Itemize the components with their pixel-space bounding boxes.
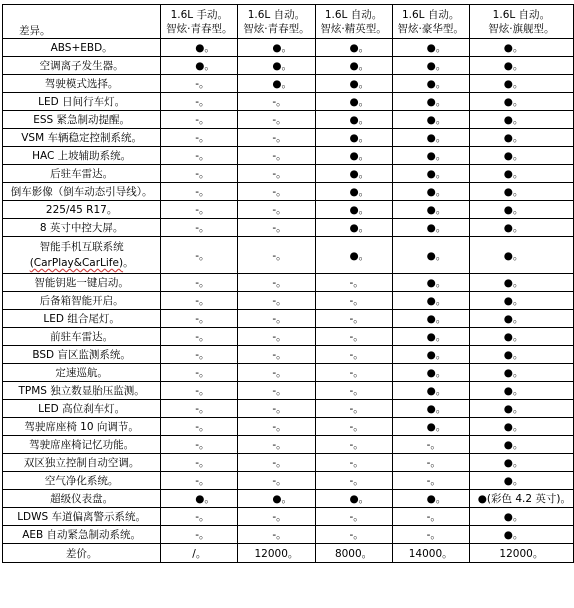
price-cell: 12000。	[238, 544, 315, 563]
feature-value: -。	[238, 328, 315, 346]
feature-value: -。	[161, 454, 238, 472]
feature-value: -。	[238, 219, 315, 237]
feature-value: ●。	[392, 292, 469, 310]
feature-value: -。	[238, 508, 315, 526]
feature-name: 驾驶模式选择。	[3, 75, 161, 93]
feature-value: -。	[161, 75, 238, 93]
feature-value: ●。	[392, 219, 469, 237]
feature-value: -。	[161, 436, 238, 454]
feature-value: -。	[392, 436, 469, 454]
price-cell: 14000。	[392, 544, 469, 563]
feature-name: LED 高位刹车灯。	[3, 400, 161, 418]
feature-value: ●。	[315, 39, 392, 57]
feature-value: ●。	[315, 57, 392, 75]
feature-value: -。	[161, 201, 238, 219]
model-header: 1.6L 自动。 智炫·青春型。	[238, 5, 315, 39]
feature-value: ●。	[469, 93, 573, 111]
feature-value: -。	[161, 111, 238, 129]
feature-value: ●。	[469, 219, 573, 237]
feature-value: ●。	[392, 183, 469, 201]
feature-value: ●。	[392, 111, 469, 129]
feature-value: ●。	[392, 129, 469, 147]
feature-value: ●。	[161, 39, 238, 57]
feature-value: -。	[238, 472, 315, 490]
feature-value: -。	[161, 219, 238, 237]
feature-value: ●。	[392, 274, 469, 292]
feature-rows	[3, 39, 574, 544]
feature-value: ●。	[315, 490, 392, 508]
feature-name: 空气净化系统。	[3, 472, 161, 490]
feature-value: ●。	[315, 183, 392, 201]
feature-name: LED 日间行车灯。	[3, 93, 161, 111]
feature-name: 后驻车雷达。	[3, 165, 161, 183]
feature-row	[3, 237, 574, 274]
feature-name: TPMS 独立数显胎压监测。	[3, 382, 161, 400]
feature-name: ESS 紧急制动提醒。	[3, 111, 161, 129]
feature-value: ●。	[469, 129, 573, 147]
feature-name: 后备箱智能开启。	[3, 292, 161, 310]
feature-value: ●。	[469, 472, 573, 490]
feature-value: ●。	[392, 328, 469, 346]
feature-value: -。	[161, 147, 238, 165]
model-header: 1.6L 自动。 智炫·豪华型。	[392, 5, 469, 39]
feature-value: -。	[238, 93, 315, 111]
feature-value: -。	[238, 364, 315, 382]
feature-value: -。	[315, 526, 392, 544]
feature-row	[3, 310, 574, 328]
feature-value: ●。	[315, 219, 392, 237]
feature-name: AEB 自动紧急制动系统。	[3, 526, 161, 544]
feature-row	[3, 129, 574, 147]
feature-value: ●。	[469, 400, 573, 418]
price-cell: 12000。	[469, 544, 573, 563]
feature-row	[3, 472, 574, 490]
feature-value: ●。	[469, 346, 573, 364]
feature-value: -。	[315, 472, 392, 490]
feature-name: 倒车影像（倒车动态引导线）。	[3, 183, 161, 201]
feature-value: -。	[161, 526, 238, 544]
feature-row	[3, 274, 574, 292]
feature-value: ●。	[315, 75, 392, 93]
feature-row	[3, 364, 574, 382]
feature-value: ●。	[469, 310, 573, 328]
feature-row	[3, 526, 574, 544]
feature-row	[3, 147, 574, 165]
feature-value: -。	[161, 346, 238, 364]
header-row	[3, 5, 574, 39]
feature-value: ●。	[315, 165, 392, 183]
feature-value: -。	[238, 183, 315, 201]
feature-value: ●。	[469, 382, 573, 400]
feature-row	[3, 292, 574, 310]
feature-value: -。	[315, 382, 392, 400]
price-cell: /。	[161, 544, 238, 563]
feature-value: ●。	[469, 183, 573, 201]
feature-value: -。	[238, 346, 315, 364]
feature-value: -。	[315, 436, 392, 454]
feature-row	[3, 400, 574, 418]
feature-value: ●。	[392, 165, 469, 183]
feature-value: -。	[238, 436, 315, 454]
feature-row	[3, 93, 574, 111]
feature-name: 智能手机互联系统 (CarPlay&CarLife)。	[3, 237, 161, 274]
feature-value: -。	[315, 292, 392, 310]
feature-name: ABS+EBD。	[3, 39, 161, 57]
feature-value: -。	[238, 382, 315, 400]
feature-value: -。	[315, 274, 392, 292]
feature-name: HAC 上坡辅助系统。	[3, 147, 161, 165]
feature-value: -。	[392, 508, 469, 526]
feature-value: -。	[161, 382, 238, 400]
feature-name: 8 英寸中控大屏。	[3, 219, 161, 237]
feature-row	[3, 508, 574, 526]
feature-value: -。	[161, 472, 238, 490]
feature-value: ●。	[392, 418, 469, 436]
feature-value: ●。	[392, 310, 469, 328]
feature-value: ●。	[238, 57, 315, 75]
corner-header: 差异。	[3, 5, 161, 39]
feature-value: ●。	[392, 75, 469, 93]
feature-value: ●。	[161, 57, 238, 75]
feature-value: ●。	[469, 436, 573, 454]
comparison-sheet	[2, 4, 574, 563]
feature-value: ●。	[469, 328, 573, 346]
feature-value: ●。	[469, 39, 573, 57]
feature-value: -。	[392, 526, 469, 544]
feature-name: 双区独立控制自动空调。	[3, 454, 161, 472]
feature-name: BSD 盲区监测系统。	[3, 346, 161, 364]
feature-name: VSM 车辆稳定控制系统。	[3, 129, 161, 147]
feature-value: ●。	[392, 93, 469, 111]
price-cell: 8000。	[315, 544, 392, 563]
trim-comparison-table	[2, 4, 574, 563]
feature-value: -。	[161, 165, 238, 183]
feature-value: -。	[161, 274, 238, 292]
feature-value: ●。	[315, 129, 392, 147]
feature-value: ●。	[315, 93, 392, 111]
feature-value: ●。	[469, 201, 573, 219]
feature-value: -。	[392, 454, 469, 472]
feature-value: ●。	[315, 201, 392, 219]
feature-value: -。	[238, 274, 315, 292]
feature-value: -。	[238, 111, 315, 129]
feature-name: 定速巡航。	[3, 364, 161, 382]
feature-value: -。	[161, 129, 238, 147]
feature-row	[3, 490, 574, 508]
feature-value: -。	[161, 400, 238, 418]
feature-value: -。	[238, 418, 315, 436]
feature-value: -。	[315, 400, 392, 418]
feature-value: -。	[161, 508, 238, 526]
feature-value: ●。	[469, 111, 573, 129]
feature-value: ●。	[392, 400, 469, 418]
feature-value: -。	[238, 237, 315, 274]
feature-value: -。	[315, 418, 392, 436]
feature-value: -。	[238, 310, 315, 328]
feature-value: -。	[315, 310, 392, 328]
feature-value: -。	[238, 201, 315, 219]
feature-value: ●。	[469, 292, 573, 310]
feature-value: ●。	[392, 237, 469, 274]
model-header: 1.6L 自动。 智炫·旗舰型。	[469, 5, 573, 39]
feature-row	[3, 75, 574, 93]
feature-value: -。	[161, 93, 238, 111]
feature-name: 空调离子发生器。	[3, 57, 161, 75]
feature-value: ●。	[469, 165, 573, 183]
feature-value: ●。	[392, 201, 469, 219]
feature-value: ●。	[315, 147, 392, 165]
model-header: 1.6L 手动。 智炫·青春型。	[161, 5, 238, 39]
feature-value: -。	[161, 328, 238, 346]
feature-value: -。	[238, 129, 315, 147]
feature-value: ●。	[469, 454, 573, 472]
feature-value: -。	[161, 310, 238, 328]
feature-value: ●。	[469, 147, 573, 165]
feature-row	[3, 201, 574, 219]
feature-value: -。	[315, 364, 392, 382]
feature-row	[3, 328, 574, 346]
feature-value: ●。	[315, 237, 392, 274]
feature-name: LDWS 车道偏离警示系统。	[3, 508, 161, 526]
feature-row	[3, 39, 574, 57]
feature-row	[3, 346, 574, 364]
feature-value: -。	[392, 472, 469, 490]
feature-value: ●。	[469, 75, 573, 93]
feature-name: 智能钥匙一键启动。	[3, 274, 161, 292]
feature-value: ●。	[392, 490, 469, 508]
feature-value: -。	[238, 165, 315, 183]
price-label: 差价。	[3, 544, 161, 563]
feature-value: ●。	[238, 490, 315, 508]
feature-value: -。	[238, 526, 315, 544]
feature-value: ●。	[469, 237, 573, 274]
feature-value: ●。	[392, 346, 469, 364]
feature-row	[3, 219, 574, 237]
feature-name: 超级仪表盘。	[3, 490, 161, 508]
feature-name: LED 组合尾灯。	[3, 310, 161, 328]
feature-value: -。	[315, 328, 392, 346]
feature-value: -。	[161, 418, 238, 436]
feature-value: -。	[161, 237, 238, 274]
feature-row	[3, 165, 574, 183]
feature-name: 前驻车雷达。	[3, 328, 161, 346]
feature-row	[3, 57, 574, 75]
price-row	[3, 544, 574, 563]
feature-value: ●。	[469, 526, 573, 544]
feature-value: ●。	[469, 418, 573, 436]
feature-name: 驾驶席座椅 10 向调节。	[3, 418, 161, 436]
feature-value: ●。	[392, 57, 469, 75]
feature-value: -。	[161, 292, 238, 310]
feature-value: -。	[238, 454, 315, 472]
feature-row	[3, 418, 574, 436]
feature-value: ●。	[392, 147, 469, 165]
feature-value: ●。	[315, 111, 392, 129]
feature-value: -。	[315, 346, 392, 364]
feature-value: ●。	[469, 57, 573, 75]
feature-value: -。	[238, 292, 315, 310]
feature-value: ●。	[238, 39, 315, 57]
feature-value: -。	[161, 364, 238, 382]
feature-value: -。	[238, 147, 315, 165]
feature-name: 驾驶席座椅记忆功能。	[3, 436, 161, 454]
feature-value: ●。	[238, 75, 315, 93]
feature-value: -。	[238, 400, 315, 418]
feature-value: ●。	[469, 364, 573, 382]
feature-value: -。	[315, 454, 392, 472]
feature-value: ●。	[392, 382, 469, 400]
feature-row	[3, 111, 574, 129]
feature-value: -。	[161, 183, 238, 201]
model-header: 1.6L 自动。 智炫·精英型。	[315, 5, 392, 39]
feature-value: ●。	[392, 39, 469, 57]
feature-value: ●。	[392, 364, 469, 382]
feature-row	[3, 183, 574, 201]
feature-value: -。	[315, 508, 392, 526]
feature-row	[3, 436, 574, 454]
feature-row	[3, 382, 574, 400]
feature-name: 225/45 R17。	[3, 201, 161, 219]
feature-value: ●(彩色 4.2 英寸)。	[469, 490, 573, 508]
feature-value: ●。	[161, 490, 238, 508]
feature-value: ●。	[469, 508, 573, 526]
feature-row	[3, 454, 574, 472]
feature-value: ●。	[469, 274, 573, 292]
